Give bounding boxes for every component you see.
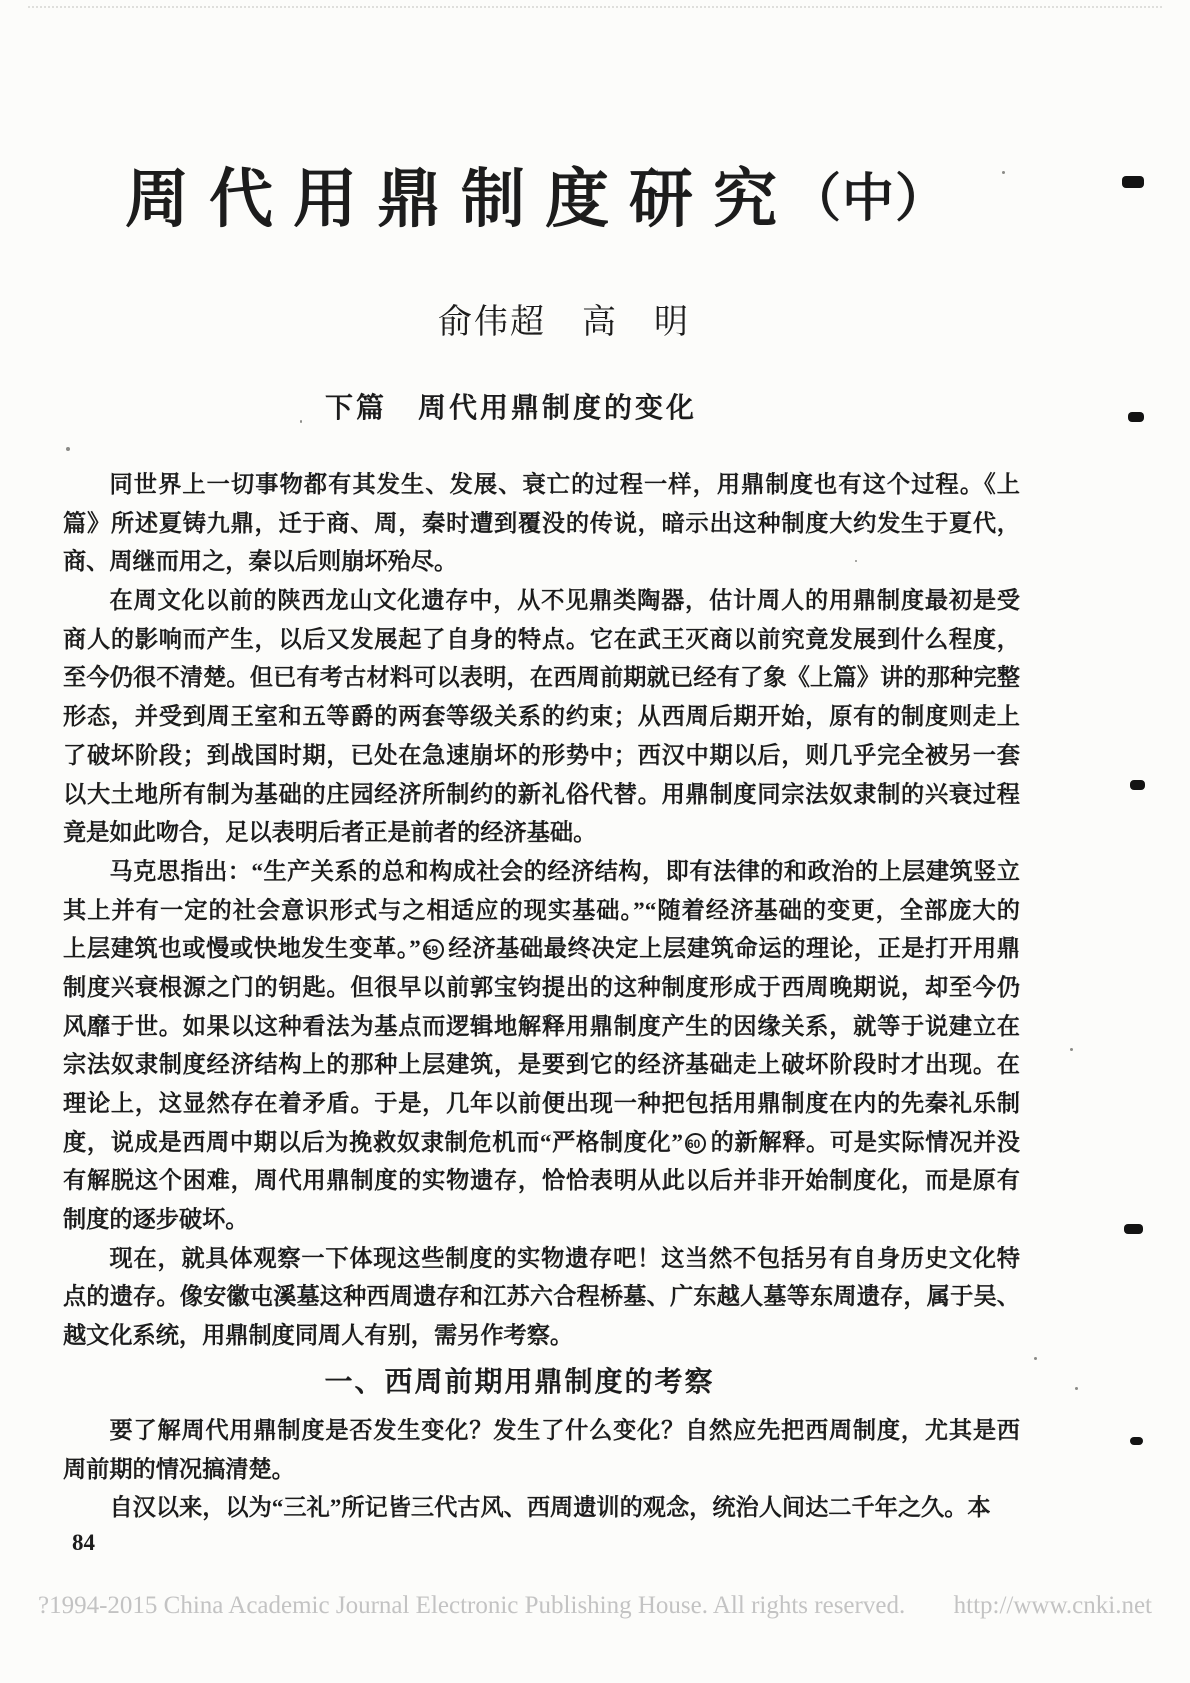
text-line: 理论上，这显然存在着矛盾。于是，几年以前便出现一种把包括用鼎制度在内的先秦礼乐制 (63, 1091, 1020, 1117)
text-line: 至今仍很不清楚。但已有考古材料可以表明，在西周前期就已经有了象《上篇》讲的那种完整 (63, 665, 1020, 692)
scan-speck (1070, 1048, 1073, 1051)
text-line: 宗法奴隶制度经济结构上的那种上层建筑，是要到它的经济基础走上破坏阶段时才出现。在 (63, 1052, 1020, 1079)
footnote-marker: 59 (423, 939, 444, 960)
text-line: 在周文化以前的陕西龙山文化遗存中，从不见鼎类陶器，估计周人的用鼎制度最初是受 (109, 588, 1020, 615)
scan-speck (1034, 1357, 1037, 1360)
text-line: 以大土地所有制为基础的庄园经济所制约的新礼俗代替。用鼎制度同宗法奴隶制的兴衰过程 (63, 781, 1020, 808)
text-line: 周前期的情况搞清楚。 (63, 1456, 295, 1483)
footer (38, 1592, 1152, 1620)
scan-speck (1075, 1387, 1078, 1390)
article-title-part-label: （中） (789, 171, 949, 228)
text-line: 制度的逐步破坏。 (63, 1207, 249, 1234)
text-line: 度，说成是西周中期以后为挽救奴隶制危机而“严格制度化” 60 的新解释。可是实际情况并没 (63, 1129, 1020, 1156)
scan-artifact (1130, 780, 1145, 790)
text-line: 形态，并受到周王室和五等爵的两套等级关系的约束；从西周后期开始，原有的制度则走上 (63, 704, 1020, 731)
text-line: 自汉以来，以为“三礼”所记皆三代古风、西周遗训的观念，统治人间达二千年之久。本 (109, 1495, 991, 1522)
body-text-block-2 (63, 1412, 1020, 1528)
scan-artifact (1128, 412, 1144, 422)
article-title-main: 周代用鼎制度研究 (125, 164, 797, 235)
article-title (125, 148, 948, 240)
text-line: 点的遗存。像安徽屯溪墓这种西周遗存和江苏六合程桥墓、广东越人墓等东周遗存，属于吴、 (63, 1284, 1020, 1311)
text-line: 篇》所述夏铸九鼎，迁于商、周，秦时遭到覆没的传说，暗示出这种制度大约发生于夏代， (63, 510, 1020, 537)
body-text-block-1 (63, 466, 1020, 1356)
text-line: 同世界上一切事物都有其发生、发展、衰亡的过程一样，用鼎制度也有这个过程。《上 (109, 472, 1020, 498)
authors-line: 俞伟超 高 明 (438, 304, 690, 341)
text-line: 有解脱这个困难，周代用鼎制度的实物遗存，恰恰表明从此以后并非开始制度化，而是原有 (63, 1168, 1020, 1195)
text-line: 现在，就具体观察一下体现这些制度的实物遗存吧！这当然不包括另有自身历史文化特 (109, 1245, 1020, 1272)
text-line: 风靡于世。如果以这种看法为基点而逻辑地解释用鼎制度产生的因缘关系，就等于说建立在 (63, 1013, 1020, 1040)
text-line: 了破坏阶段；到战国时期，已处在急速崩坏的形势中；西汉中期以后，则几乎完全被另一套 (63, 742, 1020, 769)
part-heading: 下篇 周代用鼎制度的变化 (325, 393, 698, 424)
footer-url: http://www.cnki.net (953, 1592, 1152, 1619)
text-line: 越文化系统，用鼎制度同周人有别，需另作考察。 (63, 1323, 574, 1350)
scan-speck (1002, 171, 1005, 174)
footnote-marker: 60 (685, 1133, 706, 1154)
text-line: 其上并有一定的社会意识形式与之相适应的现实基础。”“随着经济基础的变更，全部庞大的 (63, 897, 1020, 924)
text-line: 制度兴衰根源之门的钥匙。但很早以前郭宝钧提出的这种制度形成于西周晚期说，却至今仍 (63, 974, 1020, 1001)
footer-copyright: ?1994-2015 China Academic Journal Electronic Publishing House. All rights reserved. (38, 1592, 906, 1619)
text-line: 竟是如此吻合，足以表明后者正是前者的经济基础。 (63, 820, 597, 847)
section-heading: 一、西周前期用鼎制度的考察 (324, 1367, 715, 1398)
text-line: 商人的影响而产生，以后又发展起了自身的特点。它在武王灭商以前究竟发展到什么程度， (63, 626, 1020, 653)
scan-speck (855, 560, 857, 562)
text-line: 上层建筑也或慢或快地发生变革。” 59 经济基础最终决定上层建筑命运的理论，正是打开用鼎 (63, 936, 1020, 963)
scan-artifact (1130, 1437, 1143, 1445)
scan-edge-line (28, 6, 1162, 8)
scan-speck (66, 447, 70, 451)
scan-artifact (1122, 176, 1144, 188)
text-line: 马克思指出：“生产关系的总和构成社会的经济结构，即有法律的和政治的上层建筑竖立 (109, 858, 1020, 885)
scan-speck (300, 420, 302, 423)
scan-artifact (1124, 1224, 1143, 1234)
text-line: 要了解周代用鼎制度是否发生变化？发生了什么变化？自然应先把西周制度，尤其是西 (109, 1418, 1020, 1444)
text-line: 商、周继而用之，秦以后则崩坏殆尽。 (63, 549, 458, 576)
page-number: 84 (72, 1530, 95, 1555)
